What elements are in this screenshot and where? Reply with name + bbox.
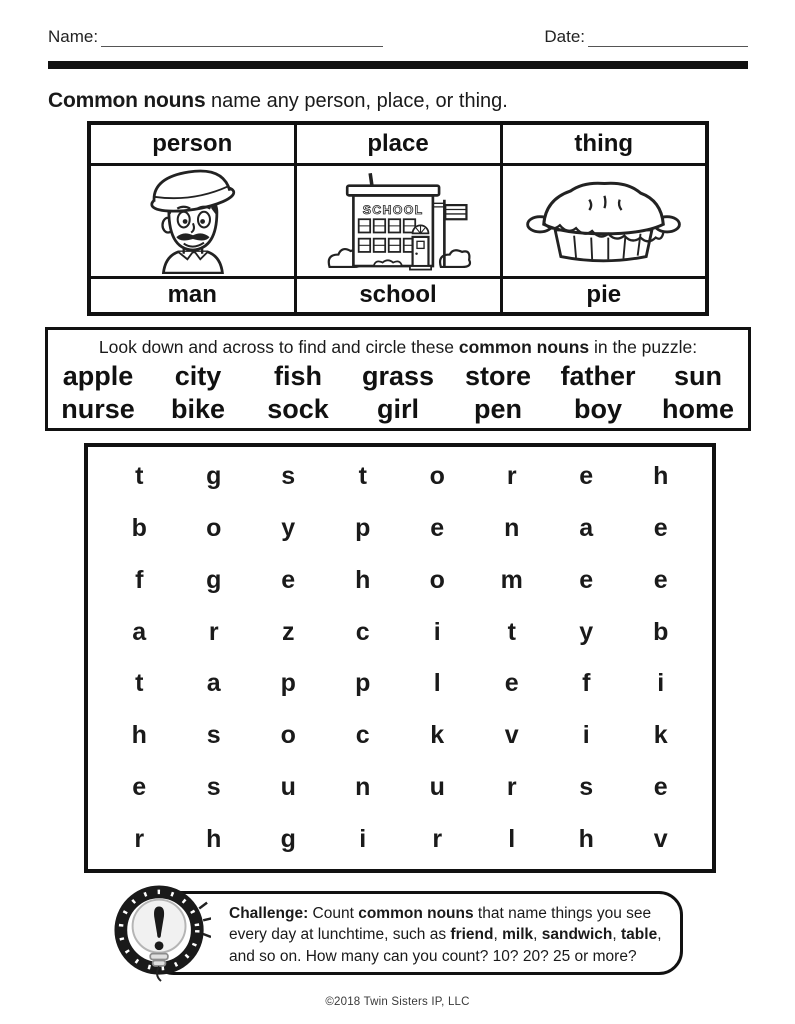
puzzle-letter-r6-c1: h — [131, 721, 147, 750]
intro-sentence — [48, 89, 508, 113]
puzzle-letter-r7-c2: s — [206, 772, 221, 801]
word-bike: bike — [170, 394, 226, 425]
man-image-cell — [89, 164, 295, 277]
challenge-segment: , — [612, 926, 622, 944]
date-label: Date: — [544, 27, 585, 46]
word-home: home — [661, 394, 734, 425]
challenge-bold-segment: table — [621, 926, 658, 944]
puzzle-letter-r1-c7: e — [579, 462, 594, 491]
puzzle-letter-r5-c2: a — [206, 669, 221, 698]
puzzle-letter-r4-c6: t — [507, 617, 516, 646]
puzzle-letter-r4-c3: z — [282, 617, 295, 646]
challenge-segment: that name things you see every day at lunchtime, such as — [229, 905, 652, 944]
puzzle-letter-r6-c6: v — [504, 721, 519, 750]
instructions-suffix: in the puzzle: — [589, 337, 698, 357]
puzzle-letter-r7-c4: n — [355, 772, 371, 801]
label-pie: pie — [501, 277, 707, 314]
label-school: school — [295, 277, 501, 314]
column-header-place: place — [295, 123, 501, 164]
school-sign-text: SCHOOL — [362, 202, 424, 217]
pie-image-cell — [501, 164, 707, 277]
puzzle-letter-r6-c7: i — [582, 721, 590, 750]
puzzle-letter-r7-c6: r — [506, 772, 517, 801]
puzzle-letter-r7-c5: u — [429, 772, 445, 801]
puzzle-letter-r4-c1: a — [132, 617, 147, 646]
puzzle-letter-r7-c8: e — [653, 772, 668, 801]
puzzle-letter-r6-c3: o — [280, 721, 296, 750]
puzzle-letter-r5-c5: l — [433, 669, 441, 698]
instructions-prefix: Look down and across to find and circle these — [98, 337, 459, 357]
puzzle-letter-r4-c4: c — [355, 617, 370, 646]
school-image-cell — [295, 164, 501, 277]
man-clipart — [118, 168, 266, 274]
noun-table-label-row — [89, 277, 707, 314]
challenge-box — [150, 891, 683, 975]
word-store: store — [464, 361, 532, 391]
puzzle-letter-r3-c8: e — [653, 565, 668, 594]
word-grass: grass — [361, 361, 435, 391]
puzzle-letter-r3-c4: h — [355, 565, 371, 594]
word-list-row-2 — [48, 394, 748, 424]
intro-rest: name any person, place, or thing. — [205, 90, 508, 112]
puzzle-letter-r7-c1: e — [132, 772, 147, 801]
puzzle-letter-r8-c6: l — [508, 824, 516, 853]
challenge-segment: , — [533, 926, 542, 944]
puzzle-letter-r3-c2: g — [206, 565, 222, 594]
word-sun: sun — [673, 361, 722, 391]
challenge-segment: , and so on. How many can you count? 10? 20? 25 or more? — [229, 926, 662, 965]
puzzle-letter-r3-c7: e — [579, 565, 594, 594]
puzzle-letter-r1-c5: o — [429, 462, 445, 491]
word-search-grid — [84, 443, 716, 873]
name-input-line[interactable] — [101, 30, 383, 47]
noun-example-table — [87, 121, 709, 316]
puzzle-letter-r1-c4: t — [358, 462, 367, 491]
puzzle-letter-r2-c5: e — [430, 514, 445, 543]
label-man: man — [89, 277, 295, 314]
intro-bold: Common nouns — [48, 89, 206, 112]
copyright-text: ©2018 Twin Sisters IP, LLC — [325, 996, 470, 1008]
puzzle-letter-r3-c5: o — [429, 565, 445, 594]
noun-table-image-row — [89, 164, 707, 277]
puzzle-letter-r3-c1: f — [135, 565, 144, 594]
puzzle-letter-r8-c1: r — [134, 824, 145, 853]
puzzle-letter-r2-c3: y — [281, 514, 296, 543]
word-father: father — [560, 361, 636, 391]
challenge-bold-segment: milk — [502, 926, 534, 944]
puzzle-letter-r8-c3: g — [280, 824, 296, 853]
puzzle-letter-r3-c6: m — [500, 565, 523, 594]
word-list-row-1 — [48, 361, 748, 391]
puzzle-letter-r2-c4: p — [355, 514, 371, 543]
puzzle-letter-r1-c2: g — [206, 462, 222, 491]
name-label: Name: — [48, 27, 99, 46]
puzzle-letter-r4-c7: y — [579, 617, 594, 646]
puzzle-letter-r5-c8: i — [657, 669, 665, 698]
word-apple: apple — [62, 361, 134, 391]
puzzle-letter-r4-c8: b — [653, 617, 669, 646]
puzzle-letter-r8-c8: v — [653, 824, 668, 853]
column-header-thing: thing — [501, 123, 707, 164]
puzzle-letter-r7-c7: s — [579, 772, 594, 801]
puzzle-letter-r4-c5: i — [433, 617, 441, 646]
puzzle-letter-r3-c3: e — [281, 565, 296, 594]
puzzle-letter-r2-c2: o — [206, 514, 222, 543]
puzzle-letter-r5-c7: f — [582, 669, 591, 698]
challenge-text — [229, 905, 662, 965]
column-header-person: person — [89, 123, 295, 164]
puzzle-letter-r6-c8: k — [653, 721, 668, 750]
word-girl: girl — [376, 394, 419, 425]
puzzle-letter-r5-c1: t — [135, 669, 144, 698]
puzzle-letter-r8-c2: h — [206, 824, 222, 853]
puzzle-letter-r6-c5: k — [430, 721, 445, 750]
puzzle-letter-r2-c8: e — [653, 514, 668, 543]
date-input-line[interactable] — [588, 30, 748, 47]
word-sock: sock — [267, 394, 329, 425]
instructions-line — [48, 337, 748, 358]
puzzle-letter-r6-c4: c — [355, 721, 370, 750]
puzzle-letter-r2-c6: n — [504, 514, 520, 543]
alert-lightbulb-icon — [113, 882, 211, 986]
challenge-bold-segment: sandwich — [541, 926, 613, 944]
word-nurse: nurse — [61, 394, 135, 425]
challenge-bold-segment: common nouns — [358, 905, 474, 922]
word-pen: pen — [473, 394, 522, 425]
puzzle-letter-r1-c1: t — [135, 462, 144, 491]
instructions-box — [45, 327, 751, 431]
puzzle-letter-r6-c2: s — [206, 721, 221, 750]
challenge-segment: Count — [308, 905, 359, 922]
puzzle-letter-r8-c4: i — [359, 824, 367, 853]
challenge-bold-segment: friend — [450, 926, 494, 944]
puzzle-letter-r5-c6: e — [504, 669, 519, 698]
puzzle-letter-r1-c3: s — [281, 462, 296, 491]
challenge-bold-segment: Challenge: — [229, 905, 309, 922]
word-fish: fish — [273, 361, 322, 391]
word-boy: boy — [573, 394, 622, 425]
word-city: city — [174, 361, 222, 391]
puzzle-letter-r8-c5: r — [432, 824, 443, 853]
puzzle-letter-r2-c7: a — [579, 514, 594, 543]
puzzle-letter-r5-c4: p — [355, 669, 371, 698]
puzzle-letter-r4-c2: r — [208, 617, 219, 646]
puzzle-letter-r2-c1: b — [131, 514, 147, 543]
header-row — [48, 27, 748, 47]
puzzle-letter-r8-c7: h — [578, 824, 594, 853]
puzzle-letter-r7-c3: u — [280, 772, 296, 801]
instructions-bold: common nouns — [458, 337, 590, 357]
noun-table-header-row — [89, 123, 707, 164]
school-clipart — [314, 168, 482, 274]
challenge-segment: , — [493, 926, 503, 944]
pie-clipart — [521, 171, 687, 271]
divider-rule — [48, 61, 748, 69]
puzzle-letter-r1-c8: h — [653, 462, 669, 491]
puzzle-letter-r5-c3: p — [280, 669, 296, 698]
puzzle-letter-r1-c6: r — [506, 462, 517, 491]
